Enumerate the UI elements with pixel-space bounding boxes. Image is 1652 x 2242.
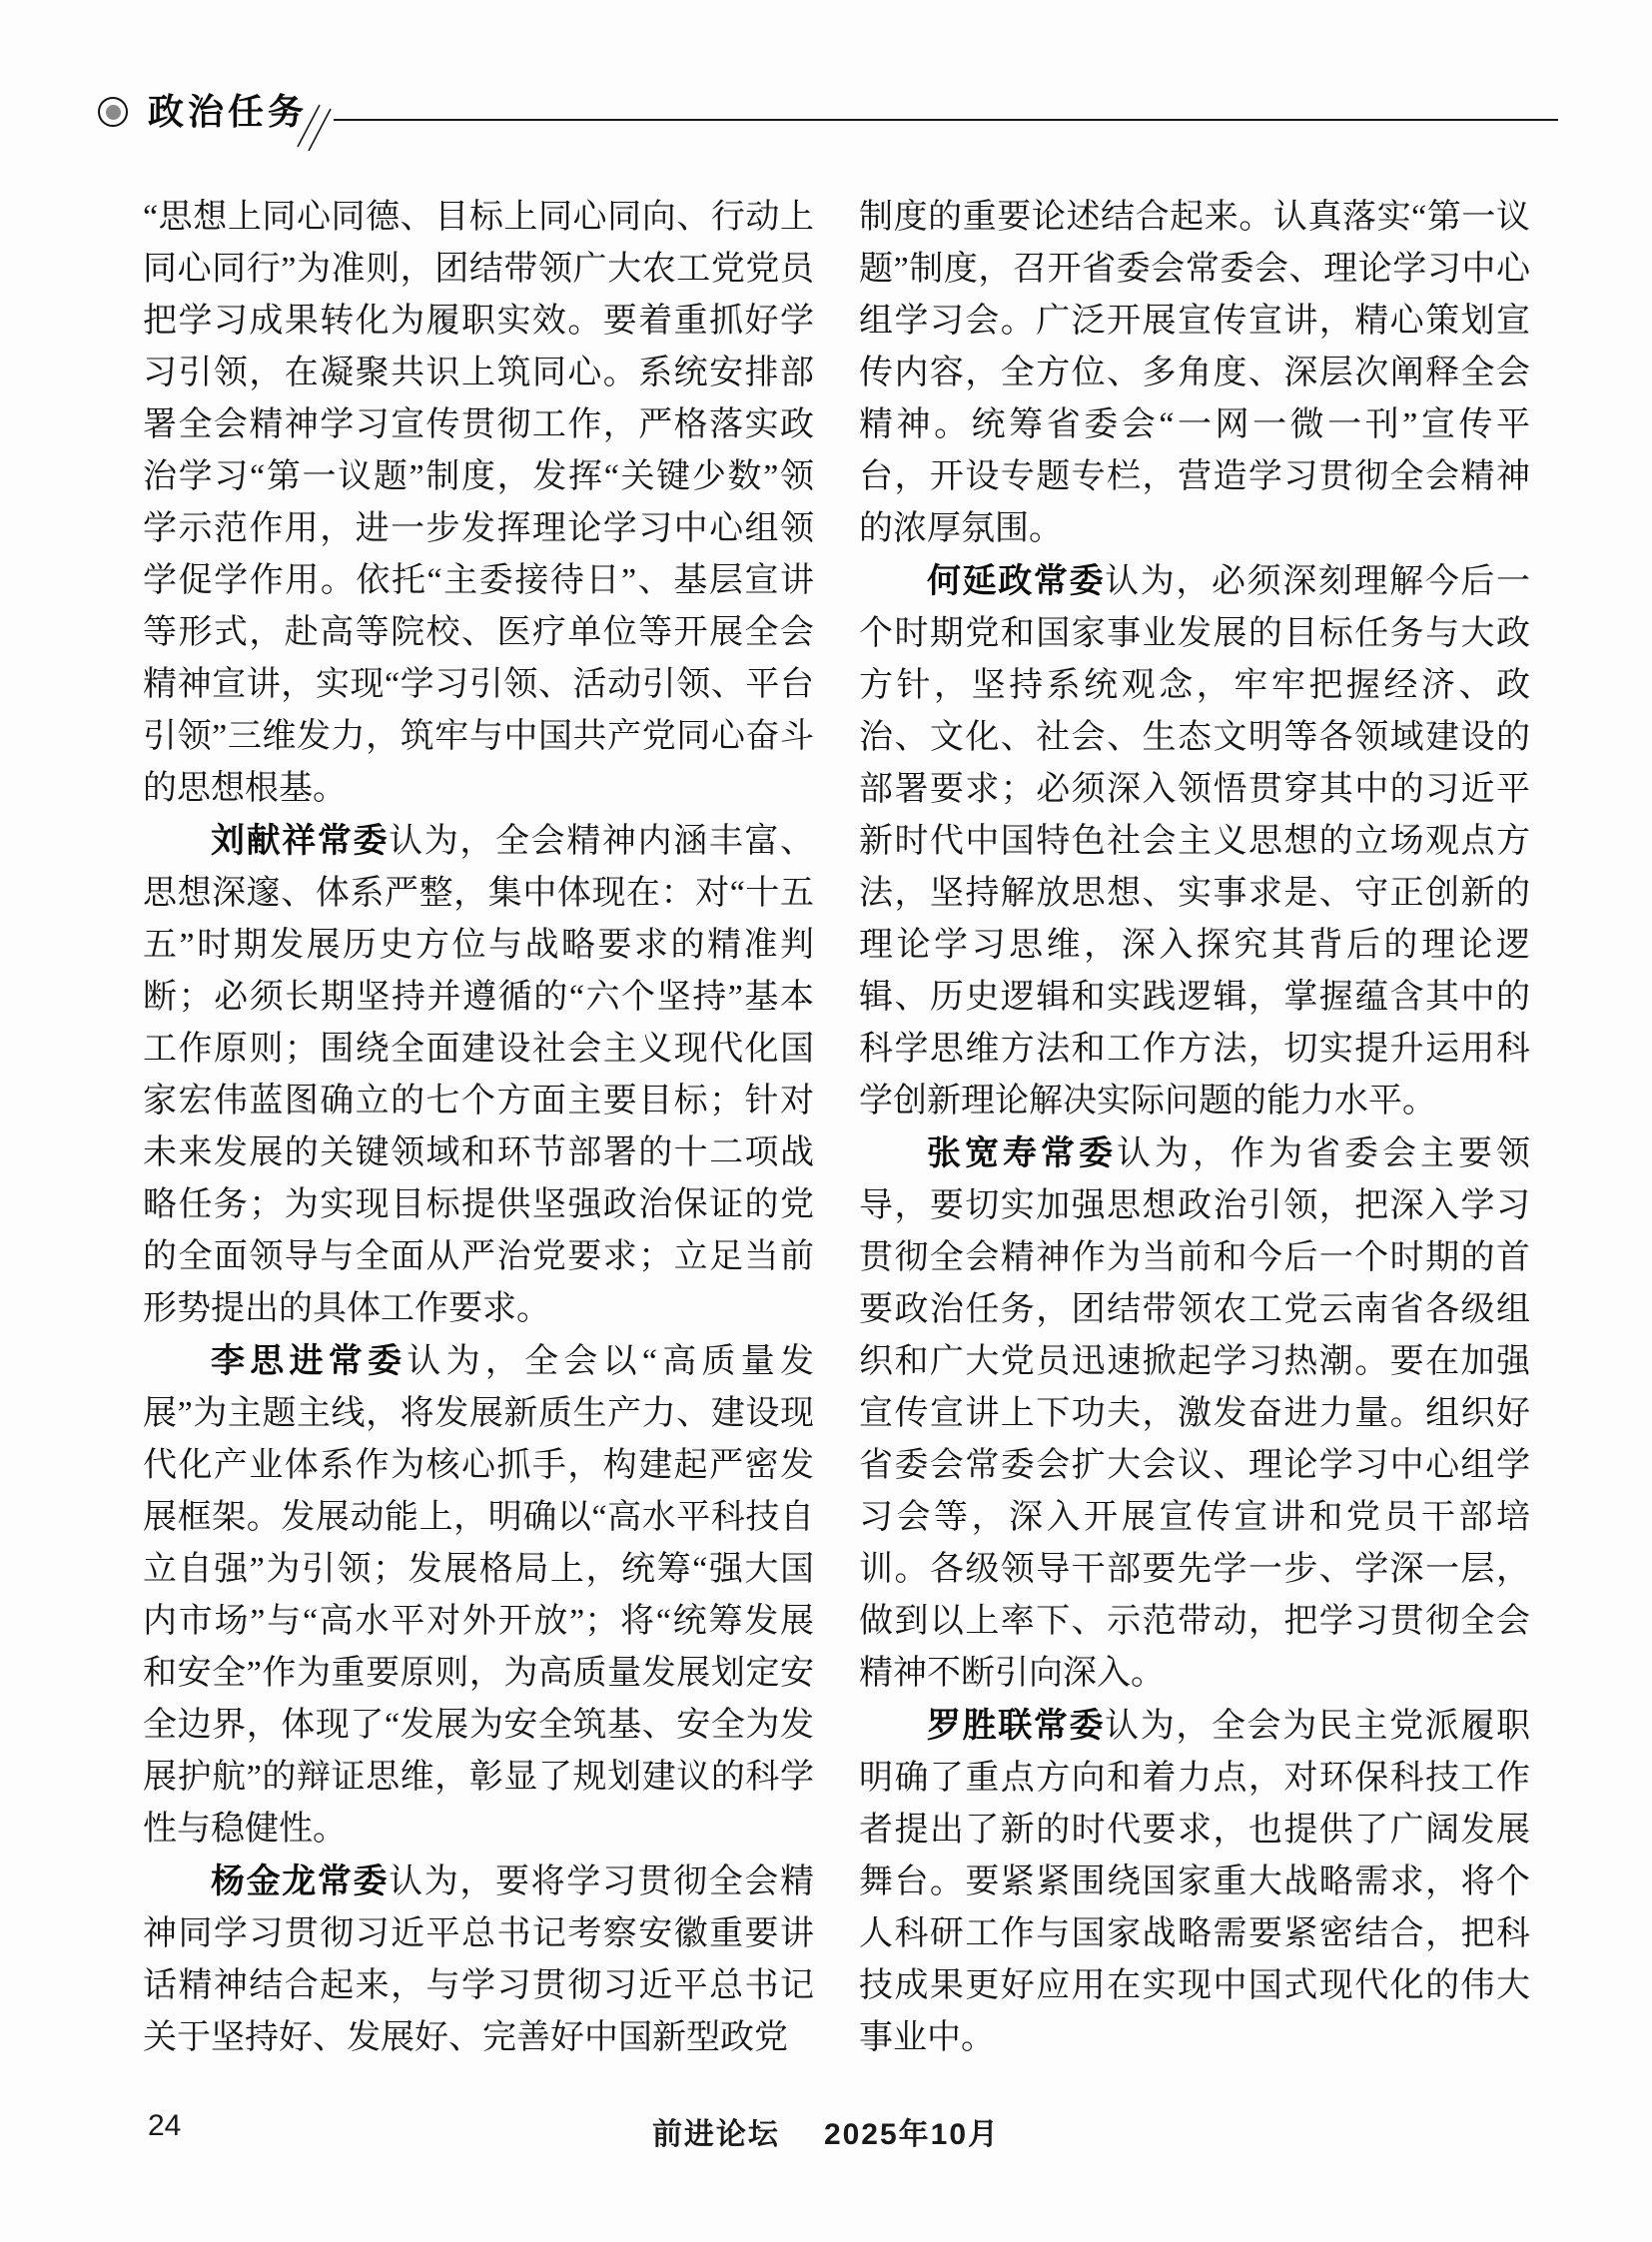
speaker-name: 杨金龙常委: [211, 1863, 390, 1900]
section-bullet-icon: [98, 97, 128, 127]
paragraph-continuation: [859, 191, 1530, 555]
header-rule: [334, 119, 1558, 121]
paragraph: [143, 1335, 814, 1856]
header-slash-decoration: [291, 101, 343, 151]
paragraph: [859, 1127, 1530, 1700]
speaker-name: 何延政常委: [927, 562, 1106, 600]
paragraph: [143, 815, 814, 1335]
section-header: [0, 0, 1652, 150]
speaker-name: 张宽寿常委: [927, 1134, 1117, 1172]
paragraph: [143, 1856, 814, 2064]
paragraph-text: 制度的重要论述结合起来。认真落实“第一议题”制度，召开省委会常委会、理论学习中心组学习会。广泛开展宣传宣讲，精心策划宣传内容，全方位、多角度、深层次阐释全会精神。统筹省委会“一网一微一刊”宣传平台，开设专题专栏，营造学习贯彻全会精神的浓厚氛围。: [859, 199, 1530, 547]
speaker-name: 刘献祥常委: [211, 822, 390, 860]
paragraph-text: 认为，全会以“高质量发展”为主题主线，将发展新质生产力、建设现代化产业体系作为核心抓手，构建起严密发展框架。发展动能上，明确以“高水平科技自立自强”为引领；发展格局上，统筹“强大国内市场”与“高水平对外开放”；将“统筹发展和安全”作为重要原则，为高质量发展划定安全边界，体现了“发展为安全筑基、安全为发展护航”的辩证思维，彰显了规划建议的科学性与稳健性。: [143, 1343, 815, 1848]
article-left-column: [143, 191, 814, 2064]
paragraph-text: 认为，要将学习贯彻全会精神同学习贯彻习近平总书记考察安徽重要讲话精神结合起来，与学习贯彻习近平总书记关于坚持好、发展好、完善好中国新型政党: [143, 1864, 814, 2056]
footer: [0, 2109, 1652, 2153]
speaker-name: 李思进常委: [211, 1342, 408, 1380]
paragraph-text: “思想上同心同德、目标上同心同向、行动上同心同行”为准则，团结带领广大农工党党员把学习成果转化为履职实效。要着重抓好学习引领，在凝聚共识上筑同心。系统安排部署全会精神学习宣传贯彻工作，严格落实政治学习“第一议题”制度，发挥“关键少数”领学示范作用，进一步发挥理论学习中心组领学促学作用。依托“主委接待日”、基层宣讲等形式，赴高等院校、医疗单位等开展全会精神宣讲，实现“学习引领、活动引领、平台引领”三维发力，筑牢与中国共产党同心奋斗的思想根基。: [143, 199, 814, 807]
issue-date: 2025年10月: [823, 2118, 1001, 2151]
paragraph-text: 认为，必须深刻理解今后一个时期党和国家事业发展的目标任务与大政方针，坚持系统观念，牢牢把握经济、政治、文化、社会、生态文明等各领域建设的部署要求；必须深入领悟贯穿其中的习近平新时代中国特色社会主义思想的立场观点方法，坚持解放思想、实事求是、守正创新的理论学习思维，深入探究其背后的理论逻辑、历史逻辑和实践逻辑，掌握蕴含其中的科学思维方法和工作方法，切实提升运用科学创新理论解决实际问题的能力水平。: [859, 563, 1530, 1120]
paragraph-text: 认为，作为省委会主要领导，要切实加强思想政治引领，把深入学习贯彻全会精神作为当前和今后一个时期的首要政治任务，团结带领农工党云南省各级组织和广大党员迅速掀起学习热潮。要在加强宣传宣讲上下功夫，激发奋进力量。组织好省委会常委会扩大会议、理论学习中心组学习会等，深入开展宣传宣讲和党员干部培训。各级领导干部要先学一步、学深一层，做到以上率下、示范带动，把学习贯彻全会精神不断引向深入。: [859, 1135, 1530, 1692]
speaker-name: 罗胜联常委: [927, 1707, 1106, 1745]
article-right-column: [859, 191, 1530, 2064]
paragraph-continuation: [143, 191, 814, 815]
bullet-dot-icon: [106, 105, 121, 120]
paragraph: [859, 555, 1530, 1127]
page-number: 24: [148, 2109, 182, 2142]
journal-name: 前进论坛: [651, 2118, 780, 2151]
section-title: 政治任务: [148, 91, 309, 132]
paragraph-text: 认为，全会为民主党派履职明确了重点方向和着力点，对环保科技工作者提出了新的时代要求，也提供了广阔发展舞台。要紧紧围绕国家重大战略需求，将个人科研工作与国家战略需要紧密结合，把科技成果更好应用在实现中国式现代化的伟大事业中。: [859, 1708, 1530, 2056]
paragraph-text: 认为，全会精神内涵丰富、思想深邃、体系严整，集中体现在：对“十五五”时期发展历史方位与战略要求的精准判断；必须长期坚持并遵循的“六个坚持”基本工作原则；围绕全面建设社会主义现代化国家宏伟蓝图确立的七个方面主要目标；针对未来发展的关键领域和环节部署的十二项战略任务；为实现目标提供坚强政治保证的党的全面领导与全面从严治党要求；立足当前形势提出的具体工作要求。: [143, 823, 814, 1327]
paragraph: [859, 1700, 1530, 2064]
